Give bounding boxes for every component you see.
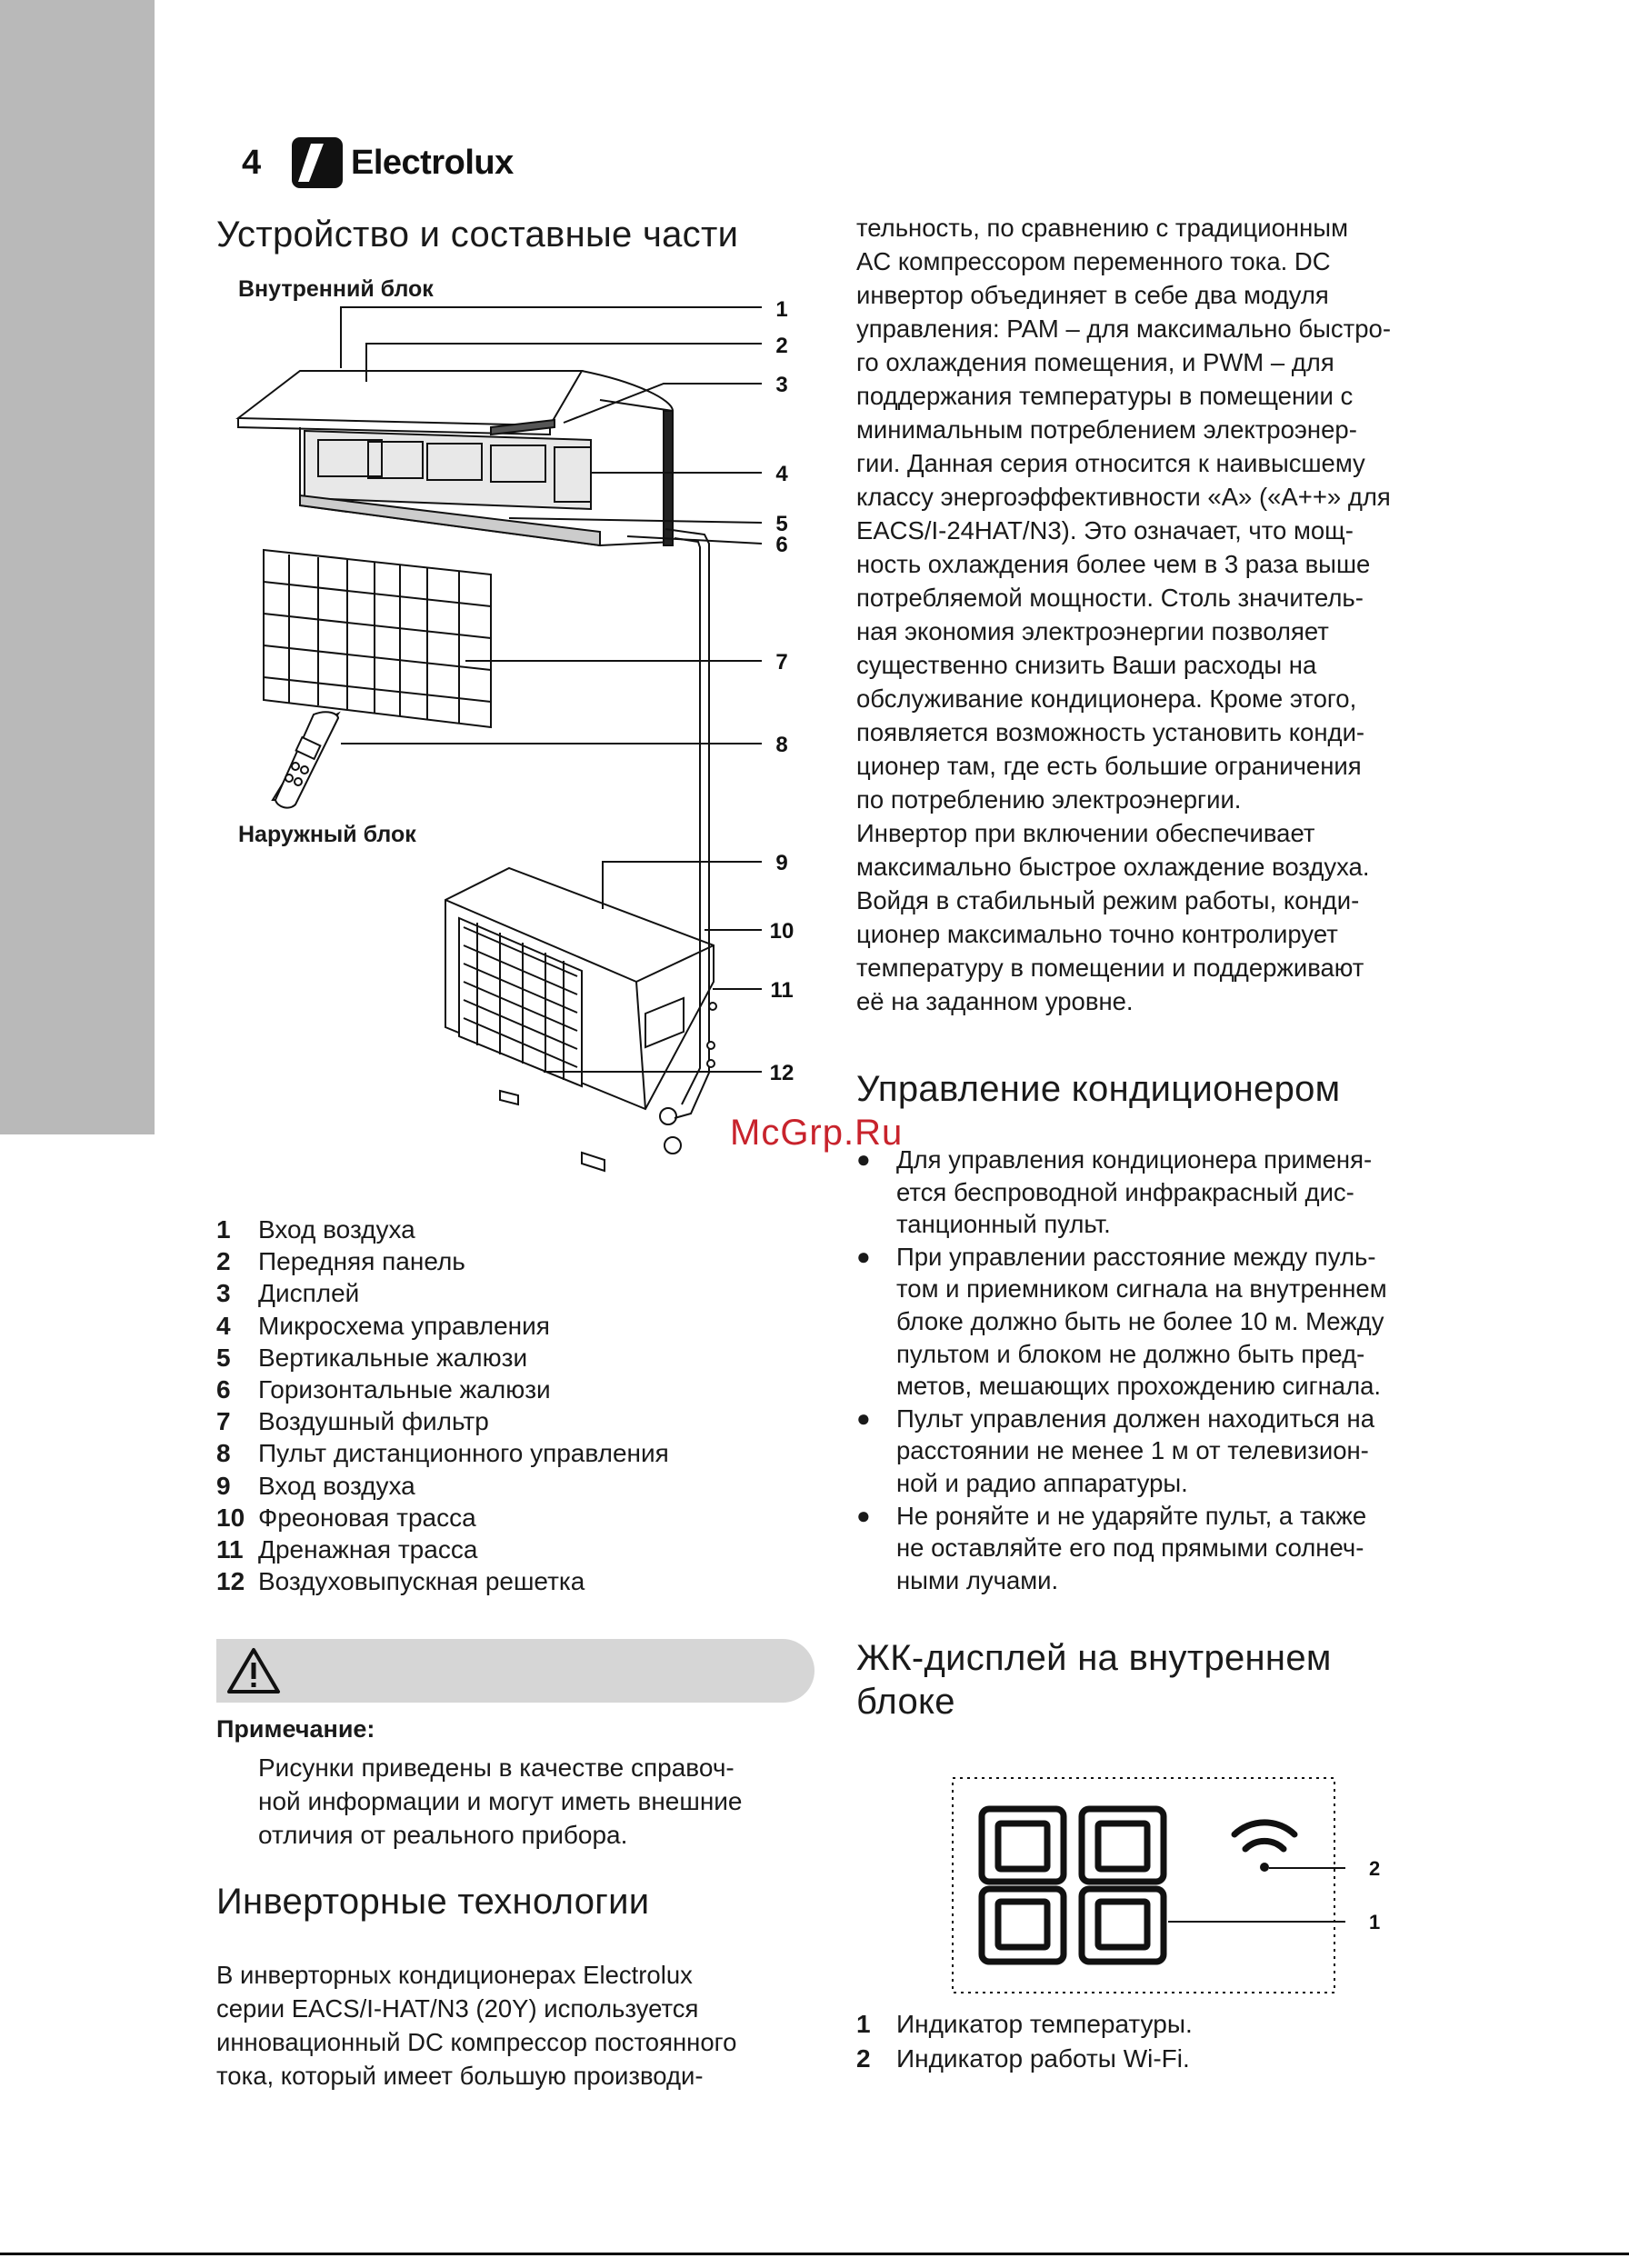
- legend-row: [216, 1245, 669, 1277]
- text-line: AC компрессором переменного тока. DC: [856, 247, 1331, 275]
- outdoor-unit-drawing: [445, 868, 714, 1171]
- text-line: Инвертор при включении обеспечивает: [856, 819, 1315, 847]
- air-conditioner-diagram: [227, 291, 827, 1200]
- legend-number: 10: [216, 1503, 245, 1532]
- legend-number: 1: [216, 1215, 231, 1244]
- text-line: ная экономия электроэнергии позволяет: [856, 617, 1329, 645]
- note-line: ной информации и могут иметь внешние: [258, 1787, 743, 1815]
- note-text: [258, 1751, 822, 1852]
- text-line: обслуживание кондиционера. Кроме этого,: [856, 684, 1357, 713]
- callout-12: 12: [769, 1061, 795, 1085]
- note-line: отличия от реального прибора.: [258, 1821, 628, 1849]
- bullet-item: [856, 1403, 1456, 1500]
- section-title-parts: Устройство и составные части: [216, 215, 739, 255]
- parts-legend: [216, 1214, 669, 1597]
- legend-row: [856, 2042, 1193, 2076]
- text-line: Войдя в стабильный режим работы, конди-: [856, 886, 1360, 914]
- legend-text: Воздуховыпускная решетка: [258, 1567, 585, 1596]
- legend-text: Дисплей: [258, 1279, 360, 1308]
- bullet-line: ется беспроводной инфракрасный дис-: [896, 1177, 1354, 1206]
- legend-row: [216, 1534, 669, 1565]
- callout-numbers: [770, 297, 795, 1085]
- callout-2: 2: [775, 334, 788, 358]
- legend-number: 2: [216, 1247, 231, 1276]
- text-line: минимальным потреблением электроэнер-: [856, 415, 1357, 444]
- text-line: управления: PAM – для максимально быстро-: [856, 315, 1391, 343]
- legend-number: 9: [216, 1471, 231, 1500]
- warning-icon: [225, 1646, 282, 1695]
- inverter-paragraph: [216, 1958, 816, 2093]
- text-line: существенно снизить Ваши расходы на: [856, 651, 1317, 679]
- legend-text: Вертикальные жалюзи: [258, 1343, 528, 1372]
- bullet-line: Пульт управления должен находиться на: [896, 1404, 1375, 1433]
- text-line: тельность, по сравнению с традиционным: [856, 214, 1348, 242]
- indoor-unit-label: Внутренний блок: [238, 276, 434, 302]
- text-line: серии EACS/I-HAT/N3 (20Y) используется: [216, 1994, 699, 2023]
- bullet-dot-icon: ●: [856, 1501, 871, 1529]
- text-line: ционер максимально точно контролирует: [856, 920, 1338, 948]
- section-title-control: Управление кондиционером: [856, 1069, 1341, 1109]
- bullet-line: Для управления кондиционера применя-: [896, 1145, 1373, 1174]
- bullet-item: [856, 1500, 1456, 1597]
- text-line: инвертор объединяет в себе два модуля: [856, 281, 1329, 309]
- bullet-line: расстоянии не менее 1 м от телевизион-: [896, 1436, 1369, 1465]
- text-line: её на заданном уровне.: [856, 987, 1134, 1015]
- lcd-callout-2: 2: [1369, 1857, 1381, 1880]
- legend-text: Фреоновая трасса: [258, 1503, 476, 1532]
- callout-5: 5: [775, 512, 788, 536]
- text-line: потребляемой мощности. Столь значитель-: [856, 584, 1364, 612]
- legend-text: Пульт дистанционного управления: [258, 1439, 669, 1468]
- air-filter-drawing: [264, 550, 491, 727]
- text-line: инновационный DC компрессор постоянного: [216, 2028, 737, 2056]
- legend-text: Индикатор работы Wi-Fi.: [896, 2044, 1190, 2073]
- legend-number: 12: [216, 1567, 245, 1596]
- legend-text: Индикатор температуры.: [896, 2010, 1193, 2038]
- legend-text: Воздушный фильтр: [258, 1407, 489, 1436]
- callout-6: 6: [775, 533, 788, 557]
- bullet-dot-icon: ●: [856, 1404, 871, 1432]
- note-title: Примечание:: [216, 1715, 375, 1743]
- callout-9: 9: [775, 851, 788, 875]
- legend-text: Вход воздуха: [258, 1471, 415, 1500]
- title-line: ЖК-дисплей на внутреннем: [856, 1638, 1332, 1678]
- callout-7: 7: [775, 650, 788, 674]
- text-line: температуру в помещении и поддерживают: [856, 954, 1364, 982]
- text-line: тока, который имеет большую производи-: [216, 2062, 704, 2090]
- text-line: максимально быстрое охлаждение воздуха.: [856, 853, 1370, 881]
- outdoor-unit-label: Наружный блок: [238, 822, 416, 847]
- legend-row: [216, 1565, 669, 1597]
- legend-number: 7: [216, 1407, 231, 1436]
- legend-number: 1: [856, 2010, 871, 2038]
- text-line: ционер там, где есть большие ограничения: [856, 752, 1362, 780]
- bullet-line: не оставляйте его под прямыми солнеч-: [896, 1534, 1364, 1563]
- text-line: EACS/I-24HAT/N3). Это означает, что мощ-: [856, 516, 1354, 545]
- legend-number: 5: [216, 1343, 231, 1372]
- legend-text: Вход воздуха: [258, 1215, 415, 1244]
- legend-row: [216, 1310, 669, 1342]
- text-line: го охлаждения помещения, и PWM – для: [856, 348, 1334, 376]
- section-title-inverter: Инверторные технологии: [216, 1882, 650, 1922]
- bottom-rule: [0, 2253, 1629, 2255]
- legend-number: 3: [216, 1279, 231, 1308]
- callout-1: 1: [775, 297, 788, 322]
- page-number: 4: [242, 144, 262, 182]
- legend-text: Передняя панель: [258, 1247, 465, 1276]
- legend-text: Дренажная трасса: [258, 1535, 478, 1564]
- callout-11: 11: [770, 978, 794, 1003]
- legend-number: 11: [216, 1535, 244, 1564]
- legend-number: 2: [856, 2044, 871, 2073]
- text-line: появляется возможность установить конди-: [856, 718, 1365, 746]
- bullet-dot-icon: ●: [856, 1145, 871, 1173]
- bullet-line: метов, мешающих прохождению сигнала.: [896, 1372, 1382, 1401]
- callout-10: 10: [769, 919, 795, 944]
- text-line: ность охлаждения более чем в 3 раза выше: [856, 550, 1371, 578]
- temperature-digits-icon: [982, 1809, 1164, 1962]
- wifi-icon: [1234, 1823, 1294, 1872]
- lcd-callout-1: 1: [1369, 1911, 1381, 1933]
- bullet-dot-icon: ●: [856, 1242, 871, 1270]
- legend-row: [216, 1214, 669, 1245]
- remote-control-drawing: [273, 712, 338, 807]
- bullet-line: ными лучами.: [896, 1565, 1059, 1594]
- bullet-line: Не роняйте и не ударяйте пульт, а также: [896, 1501, 1367, 1530]
- legend-row: [216, 1502, 669, 1534]
- electrolux-logo-icon: [291, 136, 344, 189]
- text-line: классу энергоэффективности «А» («А++» для: [856, 483, 1391, 511]
- legend-row: [216, 1437, 669, 1469]
- legend-row: [856, 2007, 1193, 2042]
- callout-4: 4: [775, 462, 788, 486]
- legend-text: Горизонтальные жалюзи: [258, 1375, 551, 1404]
- text-line: поддержания температуры в помещении с: [856, 382, 1354, 410]
- legend-row: [216, 1277, 669, 1309]
- legend-number: 8: [216, 1439, 231, 1468]
- section-title-lcd: [856, 1636, 1332, 1723]
- note-banner: [216, 1639, 814, 1703]
- text-line: по потреблению электроэнергии.: [856, 785, 1242, 814]
- legend-row: [216, 1374, 669, 1405]
- bullet-line: блоке должно быть не более 10 м. Между: [896, 1306, 1384, 1335]
- bullet-line: При управлении расстояние между пуль-: [896, 1242, 1376, 1271]
- brand-logo: [291, 136, 514, 189]
- legend-text: Микросхема управления: [258, 1311, 550, 1340]
- legend-row: [216, 1342, 669, 1374]
- bullet-line: танционный пульт.: [896, 1210, 1111, 1239]
- bullet-item: [856, 1241, 1456, 1403]
- bullet-line: том и приемником сигнала на внутреннем: [896, 1274, 1387, 1304]
- legend-row: [216, 1405, 669, 1437]
- bullet-item: [856, 1144, 1456, 1241]
- brand-name: Electrolux: [351, 143, 514, 182]
- control-bullet-list: [856, 1144, 1456, 1596]
- inverter-continued-paragraph: [856, 211, 1456, 1018]
- lcd-legend: [856, 2007, 1193, 2076]
- side-tab: [0, 0, 155, 1134]
- lcd-display-diagram: [945, 1773, 1418, 2000]
- text-line: В инверторных кондиционерах Electrolux: [216, 1961, 693, 1989]
- note-line: Рисунки приведены в качестве справоч-: [258, 1753, 735, 1782]
- legend-row: [216, 1470, 669, 1502]
- title-line: блоке: [856, 1682, 955, 1722]
- bullet-line: ной и радио аппаратуры.: [896, 1468, 1188, 1497]
- watermark: McGrp.Ru: [730, 1113, 904, 1153]
- text-line: гии. Данная серия относится к наивысшему: [856, 449, 1365, 477]
- callout-8: 8: [775, 733, 788, 757]
- legend-number: 4: [216, 1311, 231, 1340]
- bullet-line: пультом и блоком не должно быть пред-: [896, 1339, 1365, 1368]
- callout-3: 3: [775, 373, 788, 397]
- legend-number: 6: [216, 1375, 231, 1404]
